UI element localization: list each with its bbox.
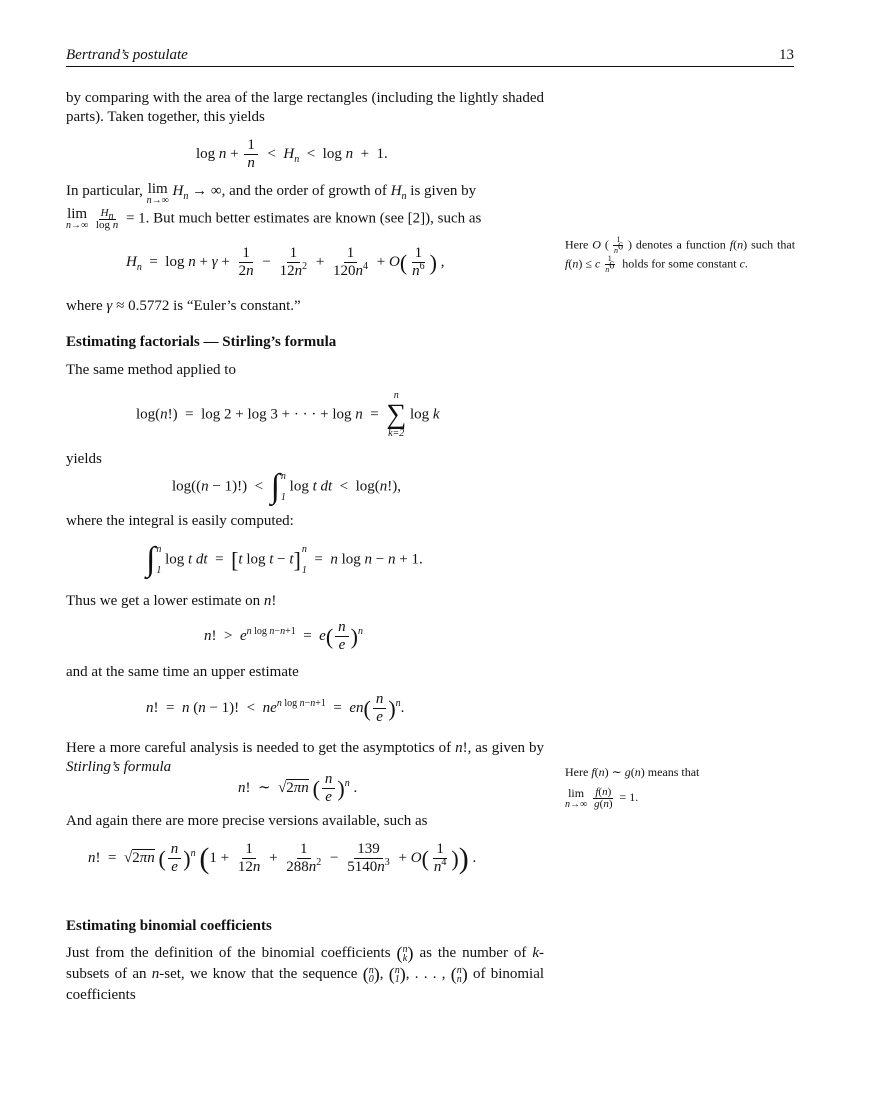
equation-integral-bounds: log((n − 1)!) < ∫ n 1 log t dt < log(n!),	[172, 468, 402, 505]
equation-lower-estimate: n! > $e^{n log n-n+1} = e$( $\frac{n}{e}$ )$^n$	[204, 619, 363, 653]
paragraph-same-method: The same method applied to	[66, 362, 236, 378]
margin-note-asymptotic: Here f(n) ∼ g(n) means that lim n→∞ $\frac{f(n)}{g(n)}$ = 1.	[565, 765, 700, 810]
equation-integral-value: ∫ n 1 log t dt = [t log t − t] n 1 = n log n − n + 1.	[146, 541, 423, 578]
paragraph-lower-estimate: Thus we get a lower estimate on n!	[66, 593, 277, 609]
equation-stirling-series: n! = √2πn ( $\frac{n}{e}$ )$^n$ (1 + $\frac{1}{12n}$ + $\frac{1}{288n^2}$ − $\frac{139}{5140n^3}$ + O( $\frac{1}{n^4}$ )) .	[88, 841, 477, 875]
section-heading-binomial: Estimating binomial coefficients	[66, 918, 272, 934]
paragraph-precise-versions: And again there are more precise versions available, such as	[66, 813, 428, 829]
paragraph-intro: by comparing with the area of the large rectangles (including the lightly shaded parts). Taken together, this yields	[66, 90, 544, 125]
equation-stirling: n! ∼ √2πn ( $\frac{n}{e}$ )$^n$ .	[238, 771, 358, 805]
equation-upper-estimate: n! = n (n − 1)! < $ne^{n log n-n+1} = en$( $\frac{n}{e}$ )$^n$.	[146, 691, 405, 725]
paragraph-growth: In particular, lim n→∞ $H_n$ → ∞, and the order of growth of $H_n$ is given by	[66, 181, 477, 206]
equation-log-factorial-sum: log(n!) = log 2 + log 3 + · · · + log n = n ∑ k=2 log k	[136, 390, 440, 439]
paragraph-stirling-formula: Here a more careful analysis is needed to get the asymptotics of n!, as given by Stirling’s formula	[66, 740, 545, 775]
paragraph-limit: lim n→∞ $\frac{H_n}{\text{log n}}$ = 1. But much better estimates are known (see [2]), such as	[66, 206, 482, 231]
running-title: Bertrand’s postulate	[66, 47, 188, 63]
paragraph-euler-constant: where γ ≈ 0.5772 is “Euler’s constant.”	[66, 298, 301, 314]
running-header	[66, 46, 794, 67]
section-heading-stirling: Estimating factorials — Stirling’s formula	[66, 334, 337, 350]
text-given-by: is given by	[410, 183, 477, 199]
text-better-estimates: . But much better estimates are known (see [2]), such as	[145, 210, 482, 227]
equation-harmonic-bounds: log n + $\frac{1}{n}$ < $H_n < \log n + 1$.	[196, 137, 388, 171]
text-in-particular: In particular,	[66, 183, 143, 199]
equation-harmonic-expansion: $H_n = \log n + \gamma$ + $\frac{1}{2n}$ − $\frac{1}{12n^2}$ + $\frac{1}{120n^4}$ + O( $\frac{1}{n^6}$ ) ,	[126, 245, 445, 279]
text-order-growth: , and the order of growth of	[221, 183, 387, 199]
paragraph-integral-computed: where the integral is easily computed:	[66, 513, 294, 529]
paragraph-yields: yields	[66, 451, 102, 467]
paragraph-binomial-definition: Just from the definition of the binomial coefficients ( n k ) as the number of k-subsets of an n-set, we know that the sequence ( n 0 ) , ( n 1 ) , . . . , ( n n ) of binomial coefficients	[66, 943, 545, 1004]
margin-note-big-o: Here O ( $\frac{1}{n^6}$ ) denotes a function f(n) such that f(n) ≤ c $\frac{1}{n^6}$ holds for some constant c.	[565, 235, 796, 274]
paragraph-upper-estimate: and at the same time an upper estimate	[66, 664, 299, 680]
page-number: 13	[779, 47, 794, 63]
